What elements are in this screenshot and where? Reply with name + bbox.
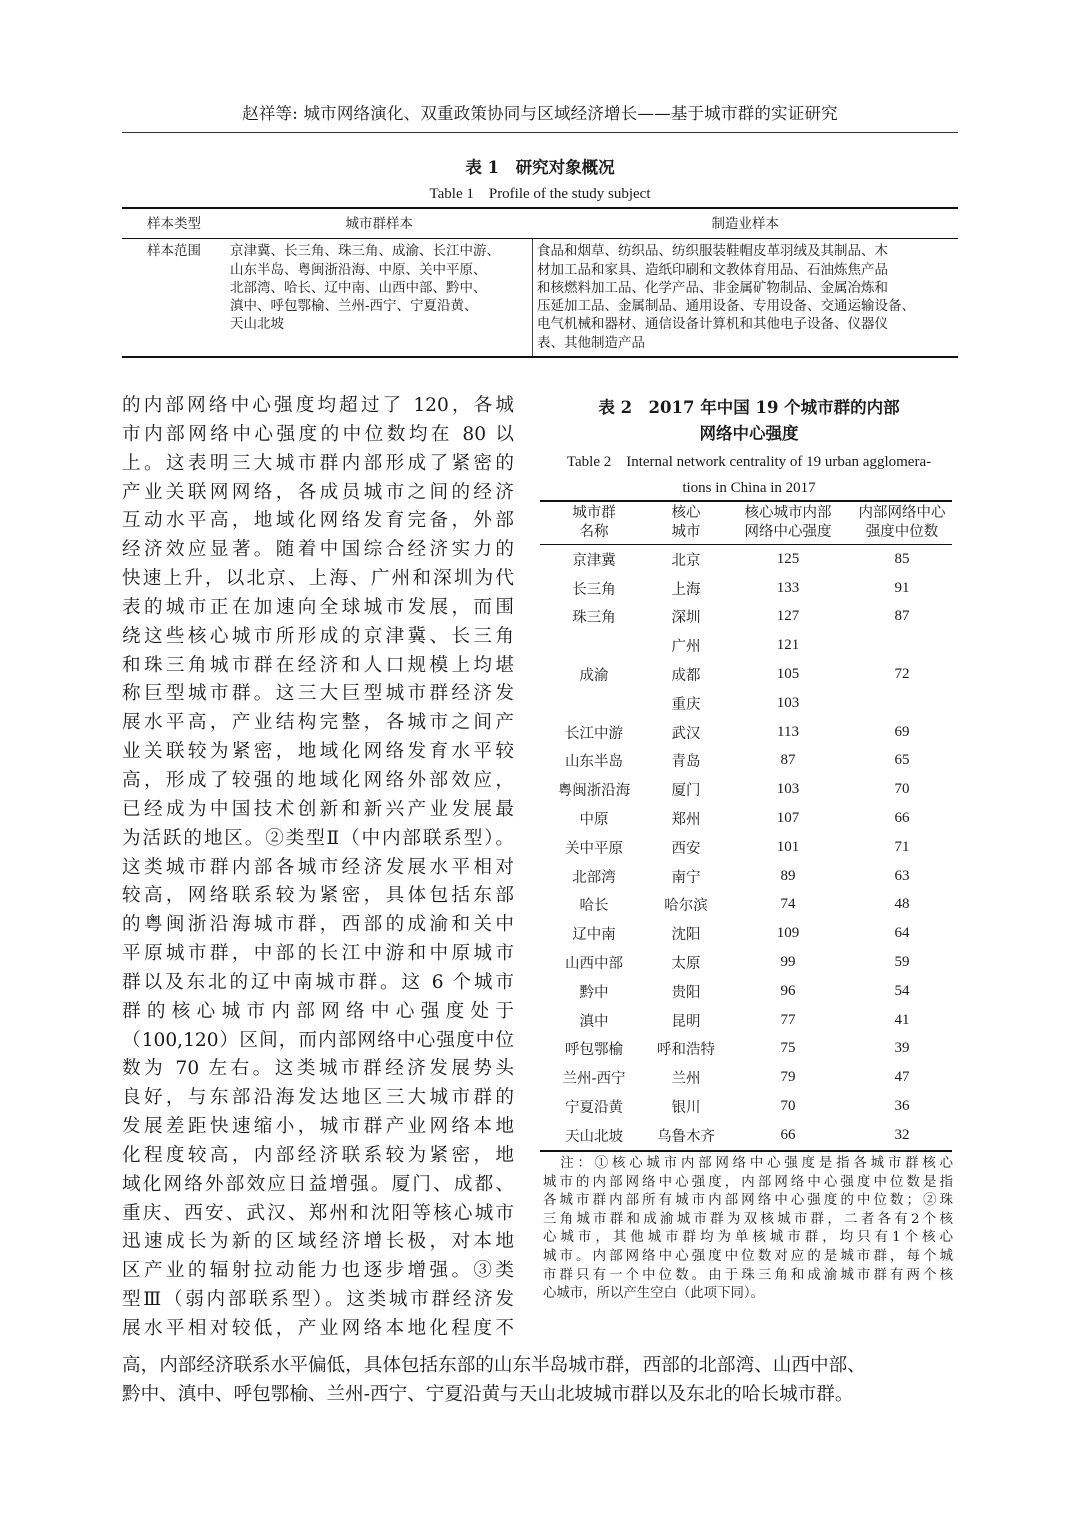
text-line: 注：①核心城市内部网络中心强度是指各城市群核心: [543, 1156, 953, 1171]
text-line: 绕这些核心城市所形成的京津冀、长三角: [122, 625, 514, 647]
text-line: 业关联较为紧密，地域化网络发育水平较: [122, 741, 514, 763]
header-rule: [122, 132, 958, 133]
median-cell: 91: [894, 579, 910, 596]
core-city-cell: 太原: [671, 956, 701, 973]
agglomeration-cell: [540, 689, 648, 718]
core-city-cell: 上海: [671, 581, 701, 598]
agglomeration-cell: 长三角: [572, 581, 616, 598]
text-line: 已经成为中国技术创新和新兴产业发展最: [122, 798, 514, 820]
table1-city-line: 北部湾、哈长、辽中南、山西中部、黔中、: [230, 279, 487, 296]
agglomeration-cell: 呼包鄂榆: [565, 1042, 623, 1059]
table2-header-line: 名称: [579, 524, 609, 540]
table1-mfg-line: 电气机械和器材、通信设备计算机和其他电子设备、仪器仪: [537, 316, 888, 333]
text-line: （100,120）区间，而内部网络中心强度中位: [122, 1029, 514, 1051]
text-line: 迅速成长为新的区域经济增长极，对本地: [122, 1231, 514, 1253]
table-row: [540, 977, 952, 1006]
text-line: 经济效应显著。随着中国综合经济实力的: [122, 539, 514, 561]
core-city-cell: 呼和浩特: [657, 1042, 715, 1059]
table-row: [540, 862, 952, 891]
table1: [122, 207, 958, 358]
table1-mfg-line: 材加工品和家具、造纸印刷和文教体育用品、石油炼焦产品: [537, 261, 888, 278]
table2-header-line: 核心城市内部: [744, 505, 832, 521]
text-line: 良好，与东部沿海发达地区三大城市群的: [122, 1087, 514, 1109]
text-line: 快速上升，以北京、上海、广州和深圳为代: [122, 568, 514, 590]
table2-header-line: 网络中心强度: [744, 524, 832, 540]
text-line: 较高，网络联系较为紧密，具体包括东部: [122, 885, 514, 907]
core-strength-cell: 125: [776, 550, 800, 567]
text-line: 区产业的辐射拉动能力也逐步增强。③类: [122, 1260, 514, 1282]
table-row: [540, 660, 952, 689]
text-line: 城市的内部网络中心强度，内部网络中心强度中位数是指: [543, 1174, 953, 1190]
core-strength-cell: 133: [776, 579, 800, 596]
median-cell: 87: [894, 608, 910, 625]
core-strength-cell: 105: [776, 666, 800, 683]
text-line: 化程度较高，内部经济联系较为紧密，地: [122, 1144, 514, 1166]
text-line: 展水平高，产业结构完整，各城市之间产: [122, 712, 514, 734]
agglomeration-cell: 京津冀: [572, 552, 616, 569]
table-row: [540, 891, 952, 920]
core-strength-cell: 87: [780, 752, 796, 769]
table-row: [540, 804, 952, 833]
agglomeration-cell: [540, 631, 648, 660]
table2-header-line: 核心: [671, 505, 701, 521]
table1-mfg-line: 食品和烟草、纺织品、纺织服装鞋帽皮革羽绒及其制品、木: [537, 243, 888, 260]
core-strength-cell: 121: [776, 637, 800, 654]
median-cell: 59: [894, 954, 910, 971]
core-strength-cell: 96: [780, 982, 796, 999]
table1-mfg-line: 压延加工品、金属制品、通用设备、专用设备、交通运输设备、: [537, 298, 915, 315]
table-row: [540, 1092, 952, 1121]
median-cell: 72: [894, 666, 910, 683]
text-line: 平原城市群，中部的长江中游和中原城市: [122, 943, 514, 965]
core-city-cell: 贵阳: [671, 984, 701, 1001]
agglomeration-cell: 长江中游: [565, 725, 623, 742]
table1-header-city: 城市群样本: [226, 208, 533, 239]
median-cell: 70: [894, 781, 910, 798]
table-row: [540, 1121, 952, 1151]
table-row: [540, 919, 952, 948]
median-cell: 36: [894, 1098, 910, 1115]
median-cell: 69: [894, 723, 910, 740]
table1-mfg-cell: [533, 239, 959, 357]
text-line: 三角城市群和成渝城市群为双核城市群，二者各有2个核: [543, 1211, 953, 1227]
core-strength-cell: 113: [777, 723, 799, 740]
table2-title-en-line: Table 2 Internal network centrality of 19 urban agglomera-: [566, 454, 932, 470]
median-cell: 47: [894, 1069, 910, 1086]
text-line: 各城市群内部所有城市内部网络中心强度的中位数；②珠: [543, 1193, 953, 1209]
core-city-cell: 西安: [671, 840, 701, 857]
agglomeration-cell: 滇中: [579, 1013, 609, 1030]
table-row: [540, 948, 952, 977]
median-cell: 41: [894, 1011, 910, 1028]
text-line: 高，内部经济联系水平偏低，具体包括东部的山东半岛城市群，西部的北部湾、山西中部、: [122, 1355, 866, 1376]
core-city-cell: 哈尔滨: [664, 898, 708, 915]
table2-title-en-line: tions in China in 2017: [682, 480, 816, 496]
median-cell: [852, 689, 952, 718]
median-cell: [852, 631, 952, 660]
table-row: [540, 631, 952, 660]
table1-row-label: 样本范围: [122, 239, 226, 357]
core-city-cell: 重庆: [671, 696, 701, 713]
text-line: 的内部网络中心强度均超过了 120，各城: [122, 395, 514, 416]
agglomeration-cell: 北部湾: [572, 869, 616, 886]
core-city-cell: 昆明: [671, 1013, 701, 1030]
agglomeration-cell: 珠三角: [572, 610, 616, 627]
table-row: [540, 1063, 952, 1092]
table2-note: [543, 1155, 953, 1304]
table1-city-line: 天山北坡: [230, 316, 284, 333]
text-line: 黔中、滇中、呼包鄂榆、兰州-西宁、宁夏沿黄与天山北坡城市群以及东北的哈长城市群。: [122, 1383, 854, 1405]
table2-header-line: 强度中位数: [865, 524, 939, 540]
agglomeration-cell: 宁夏沿黄: [565, 1100, 623, 1117]
text-line: 这类城市群内部各城市经济发展水平相对: [122, 856, 514, 878]
text-line: 互动水平高，地域化网络发育完备，外部: [122, 510, 514, 532]
table1-mfg-line: 表、其他制造产品: [537, 334, 645, 351]
agglomeration-cell: 山东半岛: [565, 754, 623, 771]
text-line: 高，形成了较强的地域化网络外部效应，: [122, 769, 514, 791]
text-line: 心城市，所以产生空白（此项下同）。: [543, 1286, 764, 1302]
text-line: 称巨型城市群。这三大巨型城市群经济发: [122, 683, 514, 705]
core-strength-cell: 107: [776, 810, 800, 827]
median-cell: 48: [894, 896, 910, 913]
core-strength-cell: 103: [776, 781, 800, 798]
median-cell: 71: [894, 838, 910, 855]
table-row: [540, 747, 952, 776]
core-city-cell: 银川: [671, 1100, 701, 1117]
table2: [540, 500, 952, 1152]
core-strength-cell: 77: [780, 1011, 796, 1028]
table1-city-cell: [226, 239, 533, 357]
core-city-cell: 厦门: [671, 783, 701, 800]
median-cell: 66: [894, 810, 910, 827]
running-header: 赵祥等: 城市网络演化、双重政策协同与区域经济增长——基于城市群的实证研究: [242, 104, 838, 123]
text-line: 市内部网络中心强度的中位数均在 80 以: [122, 423, 514, 445]
table-row: [540, 718, 952, 747]
median-cell: 32: [852, 1121, 952, 1151]
table-row: [540, 545, 952, 574]
table-row: [540, 775, 952, 804]
median-cell: 85: [894, 550, 910, 567]
core-strength-cell: 103: [776, 694, 800, 711]
median-cell: 39: [894, 1040, 910, 1057]
text-line: 为活跃的地区。②类型Ⅱ（中内部联系型）。: [122, 827, 514, 849]
agglomeration-cell: 关中平原: [565, 840, 623, 857]
table2-header-line: 内部网络中心: [858, 505, 946, 521]
table2-body: [540, 545, 952, 1151]
table2-header-core-city: [648, 501, 724, 545]
body-text-left-column: [122, 392, 514, 1344]
text-line: 表的城市正在加速向全球城市发展，而围: [122, 596, 514, 618]
text-line: 心城市，其他城市群均为单核城市群，均只有1个核心: [543, 1230, 953, 1246]
core-city-cell: 沈阳: [671, 927, 701, 944]
table-row: [540, 574, 952, 603]
agglomeration-cell: 中原: [579, 812, 609, 829]
text-line: 群的核心城市内部网络中心强度处于: [122, 1000, 514, 1022]
text-line: 展水平相对较低，产业网络本地化程度不: [122, 1318, 514, 1339]
table1-mfg-line: 和核燃料加工品、化学产品、非金属矿物制品、金属冶炼和: [537, 279, 888, 296]
text-line: 重庆、西安、武汉、郑州和沈阳等核心城市: [122, 1202, 514, 1224]
core-city-cell: 成都: [671, 668, 701, 685]
table1-title: 表 1 研究对象概况: [465, 158, 615, 177]
agglomeration-cell: 辽中南: [572, 927, 616, 944]
core-city-cell: 南宁: [671, 869, 701, 886]
median-cell: 64: [894, 925, 910, 942]
core-city-cell: 兰州: [671, 1071, 701, 1088]
core-strength-cell: 127: [776, 608, 800, 625]
core-city-cell: 深圳: [671, 610, 701, 627]
table2-header-median: [852, 501, 952, 545]
core-city-cell: 北京: [671, 552, 701, 569]
table1-row: [122, 239, 958, 357]
core-strength-cell: 74: [780, 896, 796, 913]
text-line: 上。这表明三大城市群内部形成了紧密的: [122, 452, 514, 474]
agglomeration-cell: 天山北坡: [540, 1121, 648, 1151]
table2-title-line: 网络中心强度: [699, 424, 799, 443]
table-row: [540, 689, 952, 718]
core-strength-cell: 66: [724, 1121, 852, 1151]
core-city-cell: 乌鲁木齐: [648, 1121, 724, 1151]
table1-city-line: 滇中、呼包鄂榆、兰州-西宁、宁夏沿黄、: [230, 298, 478, 315]
median-cell: 63: [894, 867, 910, 884]
agglomeration-cell: 粤闽浙沿海: [557, 783, 631, 800]
text-line: 产业关联网网络，各成员城市之间的经济: [122, 481, 514, 503]
text-line: 型Ⅲ（弱内部联系型）。这类城市群经济发: [122, 1289, 514, 1311]
agglomeration-cell: 成渝: [579, 668, 609, 685]
agglomeration-cell: 黔中: [579, 984, 609, 1001]
text-line: 数为 70 左右。这类城市群经济发展势头: [122, 1058, 514, 1080]
core-city-cell: 郑州: [671, 812, 701, 829]
body-text-full-width: [122, 1352, 958, 1410]
table2-title-en: [540, 449, 958, 501]
table1-city-line: 京津冀、长三角、珠三角、成渝、长江中游、: [230, 243, 500, 260]
table2-header-line: 城市: [671, 524, 701, 540]
table-row: [540, 1006, 952, 1035]
table1-city-line: 山东半岛、粤闽浙沿海、中原、关中平原、: [230, 261, 487, 278]
core-strength-cell: 101: [776, 838, 800, 855]
core-strength-cell: 75: [780, 1040, 796, 1057]
core-strength-cell: 89: [780, 867, 796, 884]
median-cell: 54: [894, 982, 910, 999]
agglomeration-cell: 山西中部: [565, 956, 623, 973]
agglomeration-cell: 兰州-西宁: [562, 1071, 626, 1088]
table-row: [540, 603, 952, 632]
core-strength-cell: 79: [780, 1069, 796, 1086]
text-line: 域化网络外部效应日益增强。厦门、成都、: [122, 1173, 514, 1195]
text-line: 的粤闽浙沿海城市群，西部的成渝和关中: [122, 914, 514, 936]
table2-header-core-strength: [724, 501, 852, 545]
core-strength-cell: 99: [780, 954, 796, 971]
table2-header-line: 城市群: [572, 505, 616, 521]
median-cell: 65: [894, 752, 910, 769]
table1-header-mfg: 制造业样本: [533, 208, 959, 239]
table1-header-type: 样本类型: [122, 208, 226, 239]
table-row: [540, 833, 952, 862]
text-line: 和珠三角城市群在经济和人口规模上均堪: [122, 654, 514, 676]
table-row: [540, 1035, 952, 1064]
text-line: 城市。内部网络中心强度中位数对应的是城市群，每个城: [543, 1248, 953, 1264]
table2-header-agglomeration: [540, 501, 648, 545]
table1-title-en: Table 1 Profile of the study subject: [429, 186, 651, 202]
text-line: 市群只有一个中位数。由于珠三角和成渝城市群有两个核: [543, 1267, 953, 1283]
table2-title: [540, 395, 958, 447]
core-city-cell: 武汉: [671, 725, 701, 742]
core-strength-cell: 70: [780, 1098, 796, 1115]
text-line: 发展差距快速缩小，城市群产业网络本地: [122, 1116, 514, 1138]
core-city-cell: 广州: [671, 639, 701, 656]
agglomeration-cell: 哈长: [579, 898, 609, 915]
text-line: 群以及东北的辽中南城市群。这 6 个城市: [122, 971, 514, 993]
table2-title-line: 表 2 2017 年中国 19 个城市群的内部: [598, 398, 900, 417]
core-city-cell: 青岛: [671, 754, 701, 771]
core-strength-cell: 109: [776, 925, 800, 942]
